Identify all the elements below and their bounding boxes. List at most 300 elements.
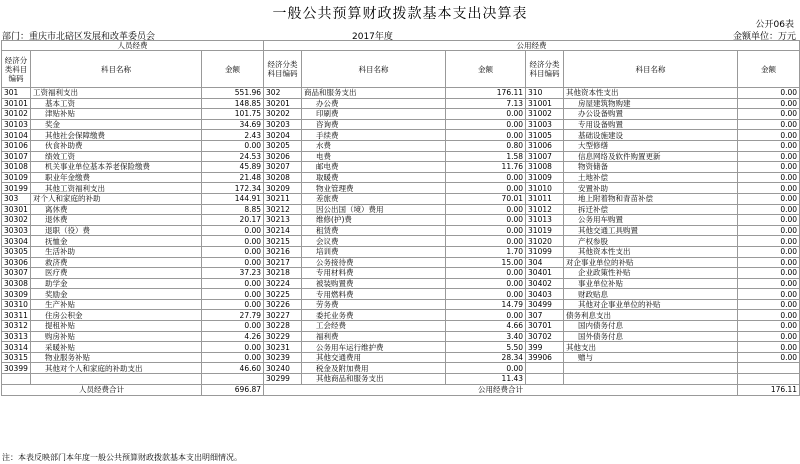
cell-code: 304 [526,257,564,268]
cell-name: 公务用车购置 [564,215,738,226]
cell-amount: 101.75 [202,109,264,120]
cell-code: 31005 [526,130,564,141]
cell-name: 会议费 [302,236,446,247]
cell-code: 30499 [526,299,564,310]
cell-code: 31003 [526,119,564,130]
cell-name: 国外债务付息 [564,331,738,342]
cell-name: 商品和服务支出 [302,88,446,99]
cell-amount: 0.00 [738,299,800,310]
table-row [2,119,800,130]
cell-name: 其他对企事业单位的补贴 [564,299,738,310]
expenditure-table [1,40,800,396]
cell-amount: 0.00 [738,257,800,268]
cell-name: 对个人和家庭的补助 [31,193,202,204]
cell-name: 退职（役）费 [31,225,202,236]
cell-name: 物资储备 [564,162,738,173]
cell-name: 印刷费 [302,109,446,120]
table-row [2,331,800,342]
footnote: 注：本表反映部门本年度一般公共预算财政拨款基本支出明细情况。 [2,453,242,462]
cell-amount: 0.00 [446,119,526,130]
cell-amount: 0.00 [738,98,800,109]
cell-amount: 46.60 [202,363,264,374]
table-row [2,204,800,215]
cell-name: 公务用车运行维护费 [302,342,446,353]
cell-amount: 0.00 [446,268,526,279]
cell-name: 其他社会保障缴费 [31,130,202,141]
personnel-total-label: 人员经费合计 [2,384,202,395]
col-amount-header: 金额 [202,51,264,88]
col-name-header: 科目名称 [302,51,446,88]
cell-amount: 176.11 [446,88,526,99]
cell-code: 30102 [2,109,31,120]
cell-code: 30310 [2,299,31,310]
cell-code: 31009 [526,172,564,183]
public-total-amount: 176.11 [738,384,800,395]
cell-name: 绩效工资 [31,151,202,162]
cell-name: 福利费 [302,331,446,342]
cell-amount: 4.26 [202,331,264,342]
cell-name: 其他支出 [564,342,738,353]
cell-name: 伙食补助费 [31,140,202,151]
cell-code: 31001 [526,98,564,109]
cell-amount: 34.69 [202,119,264,130]
cell-amount: 0.00 [738,193,800,204]
cell-name: 财政贴息 [564,289,738,300]
cell-amount: 0.00 [202,299,264,310]
cell-name: 机关事业单位基本养老保险缴费 [31,162,202,173]
cell-code: 30239 [264,352,302,363]
cell-amount: 0.00 [738,331,800,342]
col-amount-header: 金额 [446,51,526,88]
cell-code: 31008 [526,162,564,173]
table-row [2,98,800,109]
cell-code: 31010 [526,183,564,194]
cell-name [31,374,202,385]
table-body [2,88,800,385]
cell-code: 30205 [264,140,302,151]
cell-name: 工会经费 [302,321,446,332]
cell-name [564,374,738,385]
cell-code: 30226 [264,299,302,310]
cell-name: 培训费 [302,246,446,257]
cell-code: 31011 [526,193,564,204]
cell-name: 拆迁补偿 [564,204,738,215]
cell-code: 30108 [2,162,31,173]
cell-amount: 0.00 [202,257,264,268]
cell-code: 30218 [264,268,302,279]
cell-code: 30204 [264,130,302,141]
table-row [2,130,800,141]
cell-name: 奖金 [31,119,202,130]
cell-amount: 27.79 [202,310,264,321]
cell-name: 大型修缮 [564,140,738,151]
cell-name: 租赁费 [302,225,446,236]
cell-amount: 5.50 [446,342,526,353]
table-row [2,363,800,374]
cell-name: 对企事业单位的补贴 [564,257,738,268]
cell-amount: 0.00 [738,162,800,173]
cell-amount: 21.48 [202,172,264,183]
cell-amount: 28.34 [446,352,526,363]
cell-amount: 0.00 [738,183,800,194]
cell-amount: 7.13 [446,98,526,109]
cell-name: 债务利息支出 [564,310,738,321]
cell-code: 30305 [2,246,31,257]
cell-name: 抚恤金 [31,236,202,247]
cell-name: 专用材料费 [302,268,446,279]
cell-amount: 0.00 [446,215,526,226]
cell-name: 其他工资福利支出 [31,183,202,194]
cell-amount: 3.40 [446,331,526,342]
cell-code: 30214 [264,225,302,236]
cell-code: 30308 [2,278,31,289]
cell-code: 301 [2,88,31,99]
cell-amount: 0.00 [202,321,264,332]
cell-amount: 8.85 [202,204,264,215]
cell-amount: 0.00 [738,225,800,236]
cell-amount: 0.00 [738,130,800,141]
cell-name: 邮电费 [302,162,446,173]
table-row [2,246,800,257]
cell-code: 30209 [264,183,302,194]
cell-code: 399 [526,342,564,353]
cell-amount: 0.00 [738,172,800,183]
cell-amount: 0.00 [446,289,526,300]
table-row [2,374,800,385]
cell-name: 助学金 [31,278,202,289]
table-row [2,225,800,236]
cell-code [526,374,564,385]
cell-code: 30216 [264,246,302,257]
cell-name: 因公出国（境）费用 [302,204,446,215]
cell-amount: 0.00 [202,342,264,353]
table-row [2,310,800,321]
cell-amount: 0.00 [202,140,264,151]
cell-amount: 0.00 [738,246,800,257]
cell-name: 差旅费 [302,193,446,204]
col-code-header: 经济分类科目编码 [526,51,564,88]
cell-amount: 0.00 [738,204,800,215]
cell-code: 307 [526,310,564,321]
cell-code: 31002 [526,109,564,120]
department-label: 部门：重庆市北碚区发展和改革委员会 [2,32,156,42]
cell-name: 退休费 [31,215,202,226]
cell-code: 30304 [2,236,31,247]
public-total-label: 公用经费合计 [264,384,738,395]
cell-amount: 0.00 [446,225,526,236]
cell-code: 31012 [526,204,564,215]
cell-code: 30201 [264,98,302,109]
cell-amount: 0.00 [446,183,526,194]
cell-amount: 0.00 [446,310,526,321]
cell-amount: 15.00 [446,257,526,268]
cell-amount: 0.00 [738,236,800,247]
cell-name: 水费 [302,140,446,151]
cell-code: 39906 [526,352,564,363]
cell-name: 事业单位补贴 [564,278,738,289]
cell-name: 被装购置费 [302,278,446,289]
cell-name: 取暖费 [302,172,446,183]
cell-name: 房屋建筑物购建 [564,98,738,109]
cell-amount: 11.43 [446,374,526,385]
cell-amount: 551.96 [202,88,264,99]
cell-name: 公务接待费 [302,257,446,268]
cell-code: 30206 [264,151,302,162]
cell-amount: 0.00 [738,140,800,151]
cell-code: 30311 [2,310,31,321]
cell-code: 30104 [2,130,31,141]
cell-code: 30229 [264,331,302,342]
table-row [2,140,800,151]
cell-amount: 144.91 [202,193,264,204]
cell-name: 手续费 [302,130,446,141]
cell-amount: 1.70 [446,246,526,257]
cell-amount: 0.00 [738,109,800,120]
cell-name: 咨询费 [302,119,446,130]
table-row [2,257,800,268]
col-code-header: 经济分类科目编码 [2,51,31,88]
cell-amount: 0.00 [202,289,264,300]
cell-amount: 0.00 [202,352,264,363]
cell-amount: 0.00 [446,172,526,183]
cell-code: 303 [2,193,31,204]
cell-name: 津贴补贴 [31,109,202,120]
cell-name [564,363,738,374]
cell-code: 30702 [526,331,564,342]
cell-amount [202,374,264,385]
cell-amount: 45.89 [202,162,264,173]
cell-code: 30227 [264,310,302,321]
cell-code: 31019 [526,225,564,236]
cell-code: 30215 [264,236,302,247]
cell-code: 30225 [264,289,302,300]
col-name-header: 科目名称 [564,51,738,88]
cell-name: 赠与 [564,352,738,363]
cell-amount: 0.80 [446,140,526,151]
cell-name: 医疗费 [31,268,202,279]
cell-code: 30307 [2,268,31,279]
cell-amount: 0.00 [202,225,264,236]
cell-code: 30701 [526,321,564,332]
cell-name: 维修(护)费 [302,215,446,226]
cell-code: 30303 [2,225,31,236]
cell-name: 其他交通工具购置 [564,225,738,236]
table-row [2,352,800,363]
table-row [2,289,800,300]
table-row [2,183,800,194]
cell-amount: 0.00 [738,151,800,162]
table-row [2,109,800,120]
cell-amount: 0.00 [446,109,526,120]
cell-amount: 70.01 [446,193,526,204]
cell-name: 采暖补贴 [31,342,202,353]
cell-name: 信息网络及软件购置更新 [564,151,738,162]
cell-code: 30403 [526,289,564,300]
cell-code: 30231 [264,342,302,353]
cell-code: 30213 [264,215,302,226]
cell-amount: 20.17 [202,215,264,226]
cell-code: 30312 [2,321,31,332]
cell-code: 30103 [2,119,31,130]
cell-code: 302 [264,88,302,99]
cell-code: 30240 [264,363,302,374]
cell-amount: 0.00 [738,342,800,353]
cell-name: 其他资本性支出 [564,88,738,99]
cell-code: 31006 [526,140,564,151]
table-row [2,321,800,332]
cell-name: 安置补助 [564,183,738,194]
amount-unit: 金额单位：万元 [732,32,796,42]
col-name-header: 科目名称 [31,51,202,88]
cell-name: 税金及附加费用 [302,363,446,374]
cell-name: 其他商品和服务支出 [302,374,446,385]
cell-name: 其他交通费用 [302,352,446,363]
cell-code: 31020 [526,236,564,247]
cell-amount: 0.00 [738,119,800,130]
cell-code: 30109 [2,172,31,183]
table-row [2,236,800,247]
personnel-group-header: 人员经费 [2,41,264,51]
cell-code: 30306 [2,257,31,268]
cell-name: 生产补贴 [31,299,202,310]
cell-name: 基础设施建设 [564,130,738,141]
cell-code: 31099 [526,246,564,257]
cell-name: 办公设备购置 [564,109,738,120]
cell-code: 31007 [526,151,564,162]
col-code-header: 经济分类科目编码 [264,51,302,88]
table-row [2,151,800,162]
cell-name: 办公费 [302,98,446,109]
cell-amount [738,374,800,385]
cell-code: 30101 [2,98,31,109]
cell-name: 劳务费 [302,299,446,310]
cell-code: 30309 [2,289,31,300]
fiscal-year: 2017年度 [352,32,393,42]
cell-code: 30208 [264,172,302,183]
cell-code: 30217 [264,257,302,268]
cell-name: 基本工资 [31,98,202,109]
cell-name: 专用燃料费 [302,289,446,300]
cell-code: 30224 [264,278,302,289]
cell-amount: 0.00 [446,278,526,289]
cell-code: 30212 [264,204,302,215]
cell-name: 其他对个人和家庭的补助支出 [31,363,202,374]
col-amount-header: 金额 [738,51,800,88]
cell-code: 30314 [2,342,31,353]
cell-amount: 11.76 [446,162,526,173]
cell-name: 电费 [302,151,446,162]
cell-code: 30299 [264,374,302,385]
cell-name: 职业年金缴费 [31,172,202,183]
cell-name: 土地补偿 [564,172,738,183]
cell-code: 30402 [526,278,564,289]
cell-code: 30228 [264,321,302,332]
cell-name: 奖励金 [31,289,202,300]
cell-name: 委托业务费 [302,310,446,321]
cell-amount: 0.00 [738,215,800,226]
cell-amount: 0.00 [738,278,800,289]
cell-code: 30313 [2,331,31,342]
cell-amount: 37.23 [202,268,264,279]
cell-name: 物业服务补贴 [31,352,202,363]
cell-name: 专用设备购置 [564,119,738,130]
cell-amount: 148.85 [202,98,264,109]
cell-code: 30207 [264,162,302,173]
cell-name: 提租补贴 [31,321,202,332]
cell-code: 30399 [2,363,31,374]
cell-amount: 0.00 [446,236,526,247]
cell-code: 30106 [2,140,31,151]
cell-amount: 4.66 [446,321,526,332]
cell-name: 地上附着物和青苗补偿 [564,193,738,204]
cell-name: 国内债务付息 [564,321,738,332]
table-row [2,278,800,289]
table-row [2,215,800,226]
cell-code: 30302 [2,215,31,226]
cell-amount [738,363,800,374]
cell-amount: 0.00 [202,236,264,247]
cell-amount: 0.00 [202,246,264,257]
totals-row [2,384,800,395]
cell-name: 生活补助 [31,246,202,257]
cell-code: 30301 [2,204,31,215]
cell-name: 工资福利支出 [31,88,202,99]
personnel-total-amount: 696.87 [202,384,264,395]
table-row [2,193,800,204]
cell-amount: 0.00 [738,352,800,363]
cell-code: 30211 [264,193,302,204]
cell-code: 30203 [264,119,302,130]
table-row [2,342,800,353]
cell-amount: 0.00 [446,363,526,374]
cell-name: 其他资本性支出 [564,246,738,257]
cell-name: 物业管理费 [302,183,446,194]
report-title: 一般公共预算财政拨款基本支出决算表 [272,6,528,22]
cell-amount: 0.00 [738,268,800,279]
cell-name: 离休费 [31,204,202,215]
cell-name: 救济费 [31,257,202,268]
cell-amount: 1.58 [446,151,526,162]
cell-amount: 0.00 [446,130,526,141]
cell-code [526,363,564,374]
cell-code: 30202 [264,109,302,120]
table-row [2,162,800,173]
cell-amount: 0.00 [446,204,526,215]
cell-name: 企业政策性补贴 [564,268,738,279]
table-row [2,299,800,310]
cell-name: 购房补贴 [31,331,202,342]
cell-code: 30199 [2,183,31,194]
cell-amount: 14.79 [446,299,526,310]
table-row [2,88,800,99]
cell-name: 住房公积金 [31,310,202,321]
cell-code: 31013 [526,215,564,226]
cell-amount: 0.00 [202,278,264,289]
cell-code: 30315 [2,352,31,363]
cell-amount: 0.00 [738,289,800,300]
cell-amount: 172.34 [202,183,264,194]
cell-code: 30107 [2,151,31,162]
cell-code [2,374,31,385]
cell-amount: 0.00 [738,88,800,99]
cell-code: 30401 [526,268,564,279]
cell-code: 310 [526,88,564,99]
cell-amount: 24.53 [202,151,264,162]
table-row [2,268,800,279]
public-group-header: 公用经费 [264,41,800,51]
cell-amount: 0.00 [738,321,800,332]
form-code: 公开06表 [755,20,794,30]
